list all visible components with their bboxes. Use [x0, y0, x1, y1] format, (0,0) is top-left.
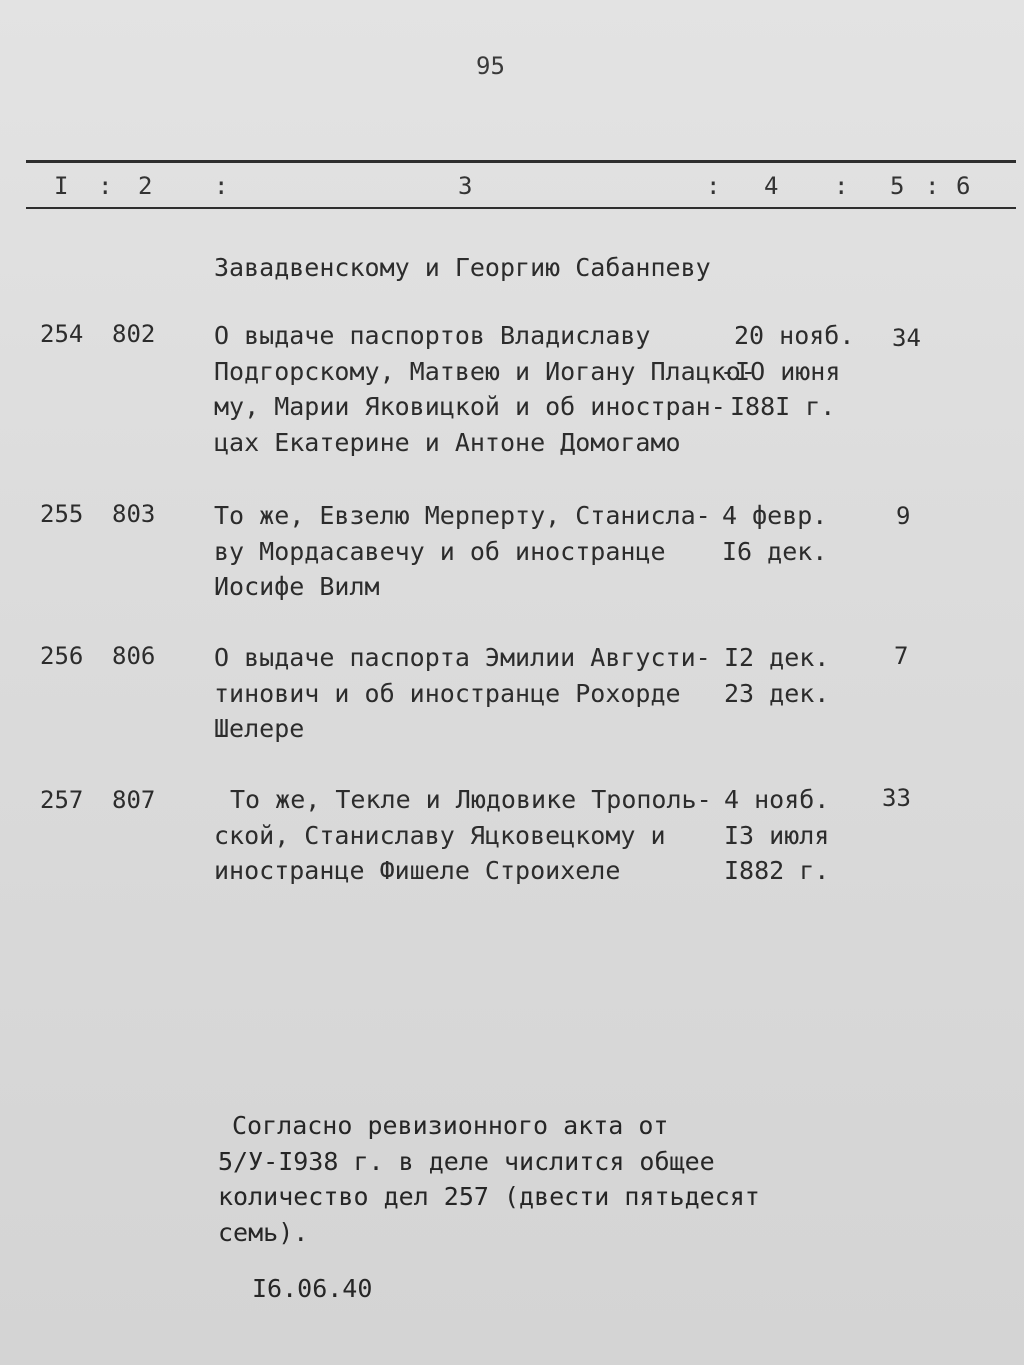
row-date-end: I3 июля: [724, 820, 830, 850]
row-title-line: О выдаче паспорта Эмилии Августи-: [214, 643, 711, 672]
row-title-line: Подгорскому, Матвею и Иогану Плацко-: [214, 356, 756, 386]
header-col1: I: [54, 172, 69, 200]
header-sep5: :: [925, 172, 940, 200]
row-sheets: 7: [894, 642, 909, 670]
row-sheets: 33: [882, 784, 911, 812]
page-number: 95: [476, 52, 505, 80]
revision-note: [218, 1108, 760, 1250]
row-date-start: 20 нояб.: [734, 321, 855, 350]
row-date-start: 4 февр.: [722, 501, 828, 530]
header-rule-top: [26, 160, 1016, 163]
bleed-through-texture: [860, 240, 863, 256]
row-title-line: цах Екатерине и Антоне Домогамо: [214, 427, 681, 457]
header-sep4: :: [834, 172, 849, 200]
sign-date: I6.06.40: [252, 1274, 373, 1303]
row-dates: [724, 640, 829, 711]
row-title-line: Иосифе Вилм: [214, 572, 380, 601]
row-title-line: То же, Евзелю Мерперту, Станисла-: [214, 501, 711, 530]
row-title-line: ву Мордасавечу и об иностранце: [214, 536, 666, 566]
row-date-start: I2 дек.: [724, 643, 830, 672]
case-number: 807: [112, 786, 156, 814]
row-title-line: ской, Станиславу Яцковецкому и: [214, 820, 666, 850]
header-sep1: :: [98, 172, 113, 200]
row-title-line: тинович и об иностранце Рохорде: [214, 678, 681, 708]
row-date-start: 4 нояб.: [724, 785, 830, 814]
row-title-line: О выдаче паспортов Владиславу: [214, 321, 651, 350]
row-dates: [722, 498, 827, 569]
row-date-end: I6 дек.: [722, 536, 828, 566]
header-col2: 2: [138, 172, 153, 200]
note-line: 5/У-I938 г. в деле числится общее: [218, 1146, 715, 1176]
note-line: семь).: [218, 1217, 309, 1247]
row-number: 257: [40, 786, 84, 814]
header-sep2: :: [214, 172, 229, 200]
row-title-line: То же, Текле и Людовике Трополь-: [230, 785, 712, 814]
row-date-end: -IO июня: [720, 356, 841, 386]
header-col6: 6: [956, 172, 971, 200]
note-line: Согласно ревизионного акта от: [232, 1111, 669, 1140]
row-sheets: 9: [896, 502, 911, 530]
row-date-year: I882 г.: [724, 856, 830, 885]
row-number: 256: [40, 642, 84, 670]
continuation-line: Завадвенскому и Георгию Сабанпеву: [214, 253, 711, 282]
row-title: [214, 782, 712, 889]
row-title: [214, 640, 711, 747]
row-title: [214, 318, 756, 460]
row-title-line: иностранце Фишеле Строихеле: [214, 856, 621, 885]
header-col5: 5: [890, 172, 905, 200]
header-rule-bottom: [26, 207, 1016, 209]
header-col3: 3: [458, 172, 473, 200]
case-number: 806: [112, 642, 156, 670]
row-title-line: му, Марии Яковицкой и об иностран-: [214, 392, 726, 421]
row-sheets: 34: [892, 324, 921, 352]
row-dates: [724, 782, 829, 889]
row-title: [214, 498, 711, 605]
header-sep3: :: [706, 172, 721, 200]
case-number: 803: [112, 500, 156, 528]
row-date-year: I88I г.: [730, 392, 836, 421]
row-date-end: 23 дек.: [724, 678, 830, 708]
note-line: количество дел 257 (двести пятьдесят: [218, 1182, 760, 1211]
row-title-line: Шелере: [214, 714, 305, 743]
row-number: 254: [40, 320, 84, 348]
row-dates: [720, 318, 854, 425]
header-col4: 4: [764, 172, 779, 200]
case-number: 802: [112, 320, 156, 348]
row-number: 255: [40, 500, 84, 528]
